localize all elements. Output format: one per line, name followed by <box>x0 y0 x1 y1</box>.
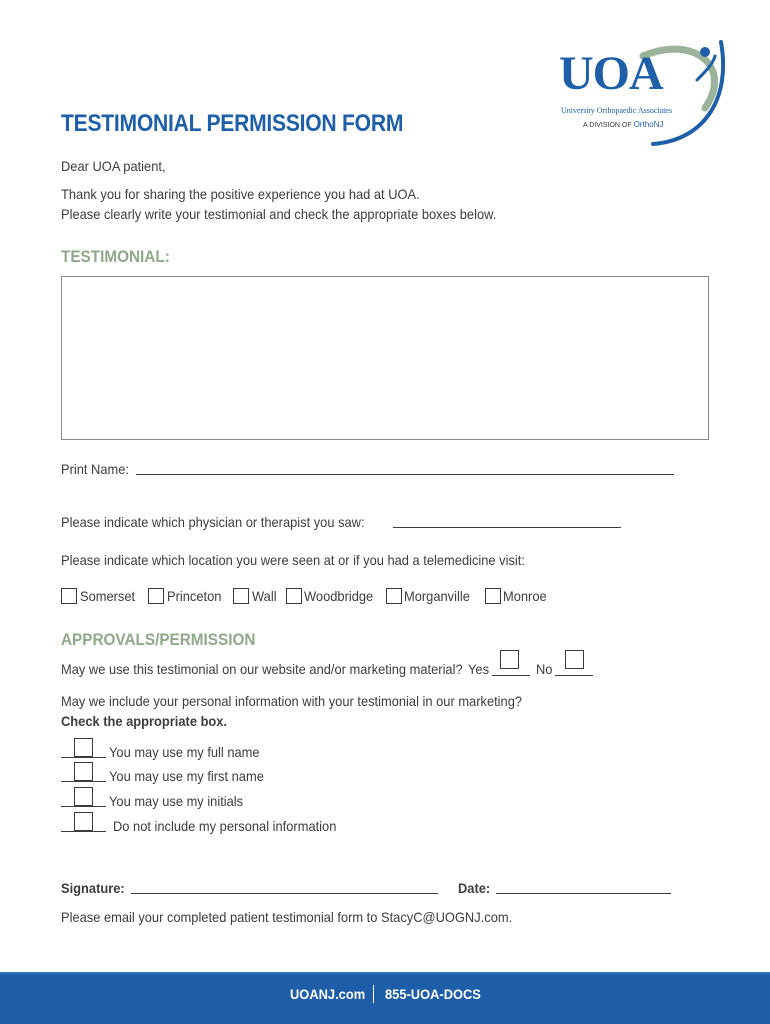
location-label-somerset: Somerset <box>80 588 136 604</box>
signature-label: Signature: <box>61 880 125 896</box>
print-name-label: Print Name: <box>61 461 130 477</box>
personal-info-question: May we include your personal information with your testimonial in our marketing? <box>61 693 523 709</box>
uoa-logo <box>555 28 735 150</box>
logo-wordmark: UOA <box>559 47 663 100</box>
yes-checkbox[interactable] <box>500 650 519 669</box>
option-label-initials: You may use my initials <box>109 793 244 809</box>
intro-line-2: Please clearly write your testimonial and check the appropriate boxes below. <box>61 206 497 222</box>
location-checkbox-woodbridge[interactable] <box>286 588 302 604</box>
option-checkbox-initials[interactable] <box>74 787 93 806</box>
page-title: TESTIMONIAL PERMISSION FORM <box>61 110 404 137</box>
option-line-no-personal-info <box>61 831 106 832</box>
print-name-field[interactable] <box>136 474 674 475</box>
location-label-morganville: Morganville <box>404 588 470 604</box>
email-instruction: Please email your completed patient testimonial form to StacyC@UOGNJ.com. <box>61 909 513 925</box>
physician-field[interactable] <box>393 527 621 528</box>
location-label-wall: Wall <box>252 588 277 604</box>
location-checkbox-somerset[interactable] <box>61 588 77 604</box>
location-checkbox-monroe[interactable] <box>485 588 501 604</box>
no-checkbox[interactable] <box>565 650 584 669</box>
no-label: No <box>536 661 553 677</box>
intro-line-1: Thank you for sharing the positive experience you had at UOA. <box>61 186 420 202</box>
testimonial-textarea[interactable] <box>61 276 709 440</box>
date-label: Date: <box>458 880 491 896</box>
physician-label: Please indicate which physician or therapist you saw: <box>61 514 365 530</box>
footer-phone: 855-UOA-DOCS <box>385 986 481 1002</box>
option-label-first-name: You may use my first name <box>109 768 264 784</box>
option-checkbox-no-personal-info[interactable] <box>74 812 93 831</box>
option-line-initials <box>61 806 106 807</box>
location-label-monroe: Monroe <box>503 588 547 604</box>
location-label: Please indicate which location you were seen at or if you had a telemedicine visit: <box>61 552 525 568</box>
date-field[interactable] <box>496 893 671 894</box>
option-line-first-name <box>61 781 106 782</box>
location-checkbox-princeton[interactable] <box>148 588 164 604</box>
greeting-text: Dear UOA patient, <box>61 158 166 174</box>
logo-division-name: OrthoNJ <box>633 120 664 129</box>
footer-bar <box>0 972 770 1024</box>
yes-line <box>492 675 530 676</box>
logo-full-name: University Orthopaedic Associates <box>561 106 673 115</box>
option-label-full-name: You may use my full name <box>109 744 260 760</box>
logo-division-prefix: A DIVISION OF <box>583 122 632 129</box>
option-checkbox-first-name[interactable] <box>74 762 93 781</box>
option-line-full-name <box>61 757 106 758</box>
use-testimonial-question: May we use this testimonial on our website and/or marketing material? <box>61 661 463 677</box>
footer-website: UOANJ.com <box>290 986 366 1002</box>
option-label-no-personal-info: Do not include my personal information <box>113 818 337 834</box>
location-checkbox-wall[interactable] <box>233 588 249 604</box>
check-instruction: Check the appropriate box. <box>61 713 228 729</box>
footer-separator <box>373 985 374 1003</box>
approvals-heading: APPROVALS/PERMISSION <box>61 630 256 649</box>
no-line <box>555 675 593 676</box>
logo-division <box>583 120 663 129</box>
yes-label: Yes <box>468 661 490 677</box>
location-label-woodbridge: Woodbridge <box>304 588 374 604</box>
location-label-princeton: Princeton <box>167 588 222 604</box>
option-checkbox-full-name[interactable] <box>74 738 93 757</box>
signature-field[interactable] <box>131 893 438 894</box>
location-checkbox-morganville[interactable] <box>386 588 402 604</box>
testimonial-heading: TESTIMONIAL: <box>61 247 170 266</box>
